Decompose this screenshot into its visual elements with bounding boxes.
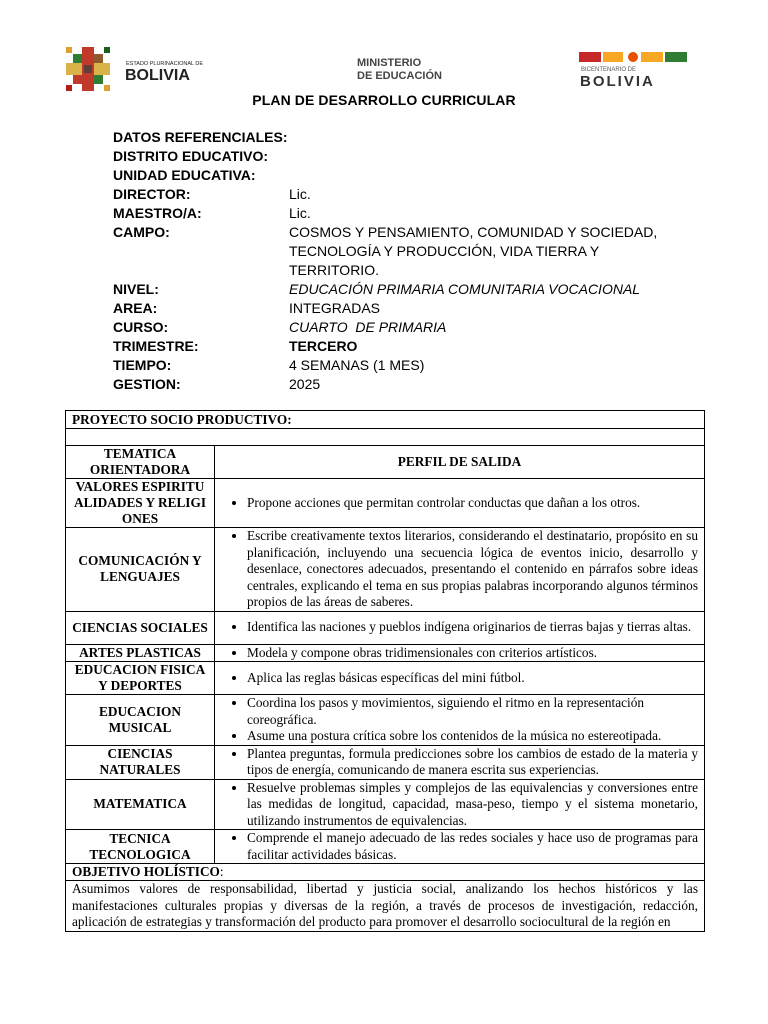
- perfil-cell: [215, 779, 705, 830]
- svg-text:MINISTERIO: MINISTERIO: [357, 57, 422, 69]
- unidad-label: UNIDAD EDUCATIVA:: [113, 167, 256, 183]
- nivel-label: NIVEL:: [113, 281, 159, 297]
- blank-row: [66, 429, 705, 446]
- director-value: Lic.: [289, 186, 311, 202]
- maestro-value: Lic.: [289, 205, 311, 221]
- datos-row: [113, 204, 673, 223]
- tematica-header: TEMATICA ORIENTADORA: [66, 446, 215, 479]
- perfil-item: • Escribe creativamente textos literarios, considerando el destinatario, propósito en su planificación, incluyendo una secuencia lógica de eventos inicio, desarrollo y desenlace, conectores adecuados, presentando el contenido en párrafos sobre ideas centrales, explicando el tema en sus propias palabras incorporando algunos términos propios de las áreas de saberes.: [247, 528, 698, 611]
- trimestre-label: TRIMESTRE:: [113, 338, 199, 354]
- table-row: [66, 479, 705, 528]
- tiempo-label: TIEMPO:: [113, 357, 172, 373]
- perfil-cell: [215, 662, 705, 695]
- svg-text:BOLIVIA: BOLIVIA: [580, 73, 655, 90]
- table-row: [66, 611, 705, 644]
- table-row: [66, 745, 705, 779]
- area-label: AREA:: [113, 300, 158, 316]
- perfil-cell: [215, 479, 705, 528]
- objetivo-label: OBJETIVO HOLÍSTICO: [72, 864, 220, 879]
- table-row: [66, 662, 705, 695]
- perfil-item: • Identifica las naciones y pueblos indígena originarios de tierras bajas y tierras altas.: [247, 619, 698, 636]
- perfil-cell: [215, 644, 705, 662]
- perfil-item: • Comprende el manejo adecuado de las redes sociales y hace uso de programas para facilitar actividades básicas.: [247, 830, 698, 863]
- datos-row: [113, 356, 673, 375]
- table-row: [66, 644, 705, 662]
- datos-heading: DATOS REFERENCIALES:: [113, 129, 288, 145]
- datos-row: [113, 185, 673, 204]
- svg-text:BICENTENARIO DE: BICENTENARIO DE: [581, 67, 637, 73]
- datos-row: [113, 147, 673, 166]
- objetivo-text-row: [66, 881, 705, 932]
- objetivo-colon: :: [219, 864, 224, 879]
- perfil-item: • Asume una postura crítica sobre los contenidos de la música no estereotipada.: [247, 728, 698, 745]
- perfil-cell: [215, 695, 705, 746]
- datos-row: [113, 318, 673, 337]
- proyecto-label: PROYECTO SOCIO PRODUCTIVO:: [66, 411, 705, 429]
- svg-text:BOLIVIA: BOLIVIA: [125, 67, 190, 84]
- unidad-value: [289, 166, 673, 185]
- perfil-item: • Coordina los pasos y movimientos, siguiendo el ritmo en la representación coreográfica.: [247, 695, 698, 728]
- trimestre-value: TERCERO: [289, 338, 358, 354]
- area-cell: CIENCIAS SOCIALES: [66, 611, 215, 644]
- page-header: [0, 40, 768, 100]
- distrito-value: [289, 147, 673, 166]
- document-title: PLAN DE DESARROLLO CURRICULAR: [252, 92, 516, 108]
- table-row: [66, 528, 705, 612]
- header-row: [66, 446, 705, 479]
- curriculum-table: [65, 410, 705, 932]
- table-row: [66, 695, 705, 746]
- perfil-item: • Plantea preguntas, formula predicciones sobre los cambios de estado de la materia y tipos de energía, comunicando de manera escrita sus experiencias.: [247, 746, 698, 779]
- objetivo-label-cell: [66, 864, 705, 881]
- perfil-cell: [215, 830, 705, 864]
- gestion-value: 2025: [289, 376, 321, 392]
- campo-label: CAMPO:: [113, 224, 170, 240]
- datos-row: [113, 337, 673, 356]
- bolivia-state-logo: [62, 43, 222, 95]
- perfil-header: PERFIL DE SALIDA: [215, 446, 705, 479]
- perfil-item: • Resuelve problemas simples y complejos de las equivalencias y conversiones entre las medidas de longitud, capacidad, masa-peso, tiempo y el sistema monetario, utilizando instrumentos de equivalencias.: [247, 780, 698, 830]
- perfil-item: • Propone acciones que permitan controlar conductas que dañan a los otros.: [247, 495, 698, 512]
- curso-label: CURSO:: [113, 319, 169, 335]
- area-cell: TECNICA TECNOLOGICA: [66, 830, 215, 864]
- area-cell: MATEMATICA: [66, 779, 215, 830]
- tiempo-value: 4 SEMANAS (1 MES): [289, 357, 425, 373]
- area-cell: EDUCACION FISICA Y DEPORTES: [66, 662, 215, 695]
- datos-row: [113, 280, 673, 299]
- objetivo-label-row: [66, 864, 705, 881]
- perfil-item: • Modela y compone obras tridimensionales con criterios artísticos.: [247, 645, 698, 662]
- distrito-label: DISTRITO EDUCATIVO:: [113, 148, 269, 164]
- svg-text:ESTADO PLURINACIONAL DE: ESTADO PLURINACIONAL DE: [126, 61, 204, 67]
- objetivo-text: Asumimos valores de responsabilidad, libertad y justicia social, analizando los hechos históricos y las manifestaciones culturales propias y diversas de la región, a través de procesos de investigación, redacción, aplicación de estrategias y transformación del producto para promover el desarrollo sociocultural de la región en: [66, 881, 705, 932]
- datos-row: [113, 375, 673, 394]
- area-cell: EDUCACION MUSICAL: [66, 695, 215, 746]
- ministerio-logo: [355, 54, 455, 84]
- nivel-value: EDUCACIÓN PRIMARIA COMUNITARIA VOCACIONAL: [289, 281, 641, 297]
- perfil-cell: [215, 745, 705, 779]
- area-cell: ARTES PLASTICAS: [66, 644, 215, 662]
- gestion-label: GESTION:: [113, 376, 181, 392]
- area-cell: VALORES ESPIRITUALIDADES Y RELIGIONES: [66, 479, 215, 528]
- area-value: INTEGRADAS: [289, 300, 381, 316]
- datos-row: [113, 299, 673, 318]
- blank-cell: [66, 429, 705, 446]
- datos-row: [113, 166, 673, 185]
- maestro-label: MAESTRO/A:: [113, 205, 202, 221]
- perfil-cell: [215, 528, 705, 612]
- svg-text:DE EDUCACIÓN: DE EDUCACIÓN: [357, 70, 442, 82]
- table-row: [66, 779, 705, 830]
- datos-row: [113, 223, 673, 280]
- director-label: DIRECTOR:: [113, 186, 191, 202]
- perfil-item: • Aplica las reglas básicas específicas del mini fútbol.: [247, 670, 698, 687]
- campo-value: COSMOS Y PENSAMIENTO, COMUNIDAD Y SOCIEDAD, TECNOLOGÍA Y PRODUCCIÓN, VIDA TIERRA Y TERRITORIO.: [289, 224, 658, 278]
- bicentenario-logo: [577, 50, 689, 90]
- datos-referenciales: [113, 128, 673, 394]
- area-cell: CIENCIAS NATURALES: [66, 745, 215, 779]
- perfil-cell: [215, 611, 705, 644]
- area-cell: COMUNICACIÓN Y LENGUAJES: [66, 528, 215, 612]
- proyecto-row: [66, 411, 705, 429]
- curso-value: CUARTO DE PRIMARIA: [289, 319, 447, 335]
- table-row: [66, 830, 705, 864]
